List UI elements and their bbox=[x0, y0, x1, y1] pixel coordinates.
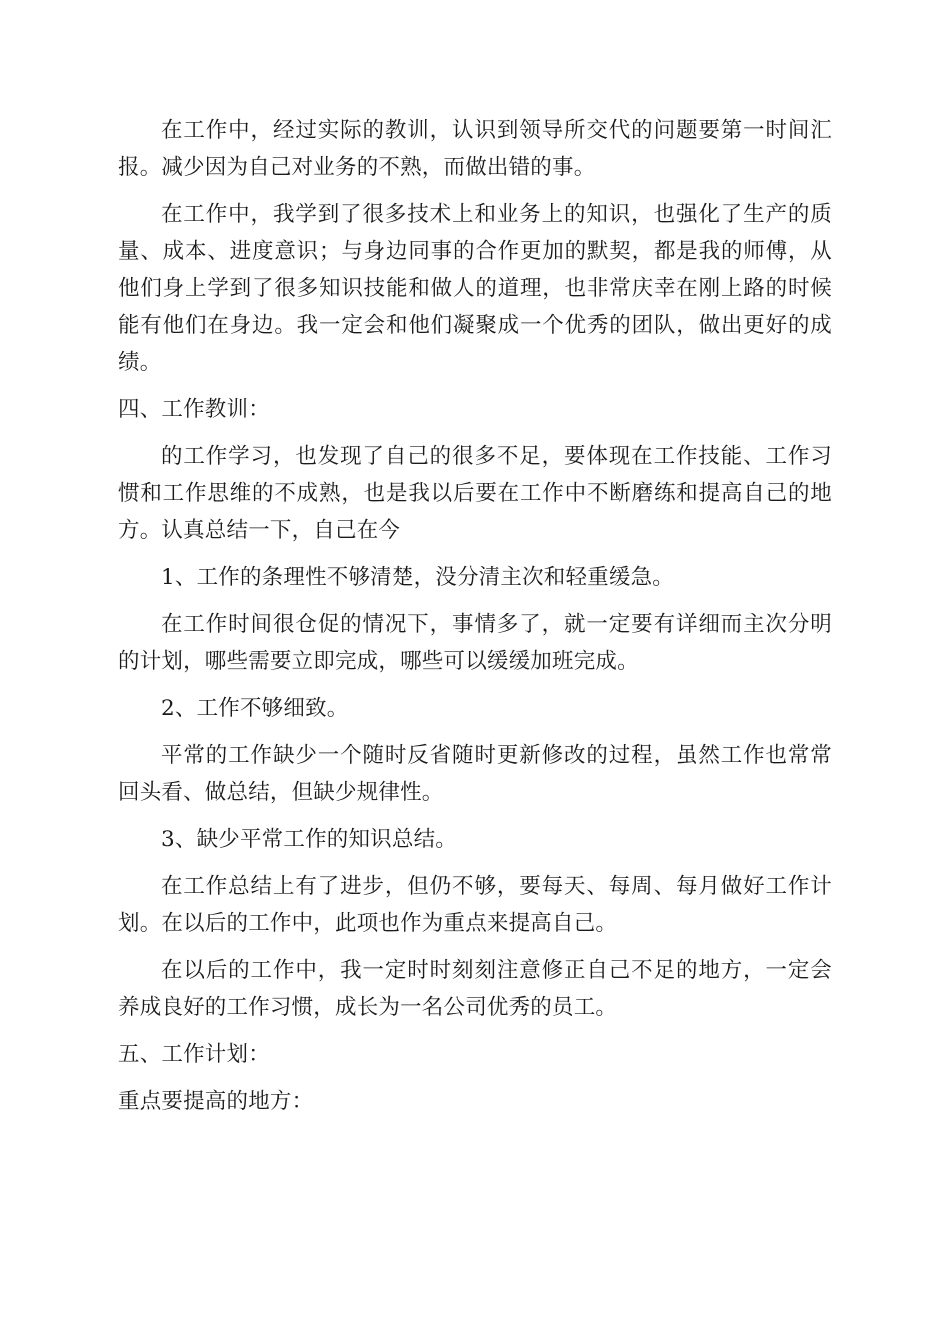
paragraph-reflection: 平常的工作缺少一个随时反省随时更新修改的过程，虽然工作也常常回头看、做总结，但缺少规律性。 bbox=[118, 743, 832, 805]
section-heading-lessons: 四、工作教训： bbox=[118, 397, 270, 422]
paragraph-shortcomings: 的工作学习，也发现了自己的很多不足，要体现在工作技能、工作习惯和工作思维的不成熟，也是我以后要在工作中不断磨练和提高自己的地方。认真总结一下，自己在今 bbox=[118, 444, 832, 543]
list-item-2: 2、工作不够细致。 bbox=[161, 696, 349, 721]
paragraph-summary-progress: 在工作总结上有了进步，但仍不够，要每天、每周、每月做好工作计划。在以后的工作中，此项也作为重点来提高自己。 bbox=[118, 874, 832, 936]
paragraph-commitment: 在以后的工作中，我一定时时刻刻注意修正自己不足的地方，一定会养成良好的工作习惯，成长为一名公司优秀的员工。 bbox=[118, 958, 832, 1020]
paragraph-planning: 在工作时间很仓促的情况下，事情多了，就一定要有详细而主次分明的计划，哪些需要立即完成，哪些可以缓缓加班完成。 bbox=[118, 612, 832, 674]
paragraph-lesson-report: 在工作中，经过实际的教训，认识到领导所交代的问题要第一时间汇报。减少因为自己对业务的不熟，而做出错的事。 bbox=[118, 118, 832, 180]
paragraph-focus-areas: 重点要提高的地方： bbox=[118, 1089, 314, 1114]
section-heading-plan: 五、工作计划： bbox=[118, 1042, 270, 1067]
paragraph-knowledge-gained: 在工作中，我学到了很多技术上和业务上的知识，也强化了生产的质量、成本、进度意识；与身边同事的合作更加的默契，都是我的师傅，从他们身上学到了很多知识技能和做人的道理，也非常庆幸在刚上路的时候能有他们在身边。我一定会和他们凝聚成一个优秀的团队，做出更好的成绩。 bbox=[118, 202, 832, 375]
document-page bbox=[118, 112, 832, 1130]
list-item-1: 1、工作的条理性不够清楚，没分清主次和轻重缓急。 bbox=[161, 565, 674, 590]
list-item-3: 3、缺少平常工作的知识总结。 bbox=[161, 827, 457, 852]
